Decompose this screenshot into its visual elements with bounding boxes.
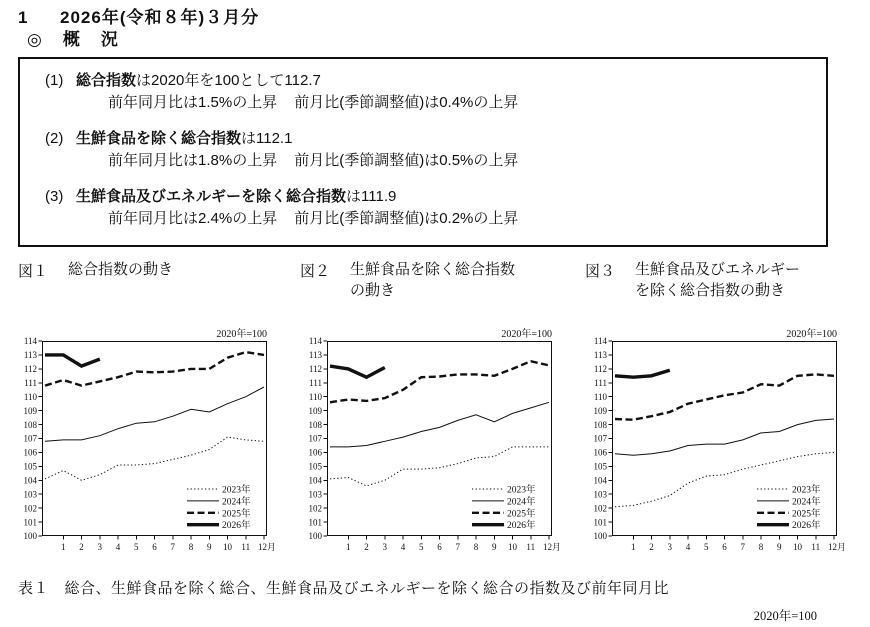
y-tick-label: 114 — [593, 336, 607, 347]
y-tick-label: 101 — [23, 517, 37, 528]
legend-label: 2025年 — [507, 509, 536, 520]
y-tick-label: 105 — [308, 461, 322, 472]
x-tick-label: 4 — [685, 542, 691, 552]
y-tick-label: 111 — [309, 377, 322, 388]
chart-figure2 — [295, 325, 580, 575]
page-title-number: 1 — [18, 8, 29, 27]
series-line-2025年 — [330, 361, 549, 402]
y-tick-label: 102 — [593, 503, 607, 514]
y-tick-label: 105 — [593, 461, 607, 472]
figure2-label: 図２ — [300, 264, 331, 280]
x-tick-label: 8 — [758, 542, 764, 552]
x-tick-label: 7 — [740, 542, 745, 552]
mom-text: 前月比(季節調整値)は0.4%の上昇 — [294, 94, 519, 111]
y-tick-label: 110 — [593, 391, 607, 402]
y-tick-label: 106 — [23, 447, 37, 458]
chart-scale-note: 2020年=100 — [216, 329, 267, 340]
legend-label: 2025年 — [222, 509, 251, 520]
y-tick-label: 100 — [23, 531, 37, 542]
x-tick-label: 5 — [419, 542, 424, 552]
yoy-text: 前年同月比は1.5%の上昇 — [108, 94, 278, 111]
legend-label: 2024年 — [792, 497, 821, 508]
x-tick-label: 5 — [704, 542, 709, 552]
mom-text: 前月比(季節調整値)は0.5%の上昇 — [294, 152, 519, 169]
series-line-2024年 — [330, 402, 549, 447]
chart-svg — [295, 325, 580, 575]
series-line-2026年 — [615, 370, 670, 377]
summary-item-3-detail — [108, 208, 826, 230]
legend-label: 2026年 — [507, 521, 536, 532]
x-tick-label: 9 — [492, 542, 497, 552]
y-tick-label: 111 — [24, 377, 37, 388]
index-name: 総合指数 — [76, 72, 137, 89]
mom-text: 前月比(季節調整値)は0.2%の上昇 — [294, 210, 519, 227]
chart-scale-note: 2020年=100 — [786, 329, 837, 340]
index-value-text: は2020年を100として112.7 — [136, 72, 321, 89]
table1-caption: 表１ 総合、生鮮食品を除く総合、生鮮食品及びエネルギーを除く総合の指数及び前年同月比 — [18, 581, 670, 597]
figure1-label: 図１ — [18, 264, 49, 280]
yoy-text: 前年同月比は1.8%の上昇 — [108, 152, 278, 169]
series-line-2024年 — [45, 387, 264, 441]
y-tick-label: 113 — [23, 350, 37, 361]
legend-label: 2026年 — [792, 521, 821, 532]
x-tick-label: 1 — [346, 542, 351, 552]
y-tick-label: 113 — [593, 350, 607, 361]
x-tick-label: 2 — [364, 542, 369, 552]
x-tick-label: 10 — [793, 542, 802, 552]
legend-label: 2025年 — [792, 509, 821, 520]
chart-figure3 — [580, 325, 865, 575]
y-tick-label: 106 — [308, 447, 322, 458]
y-tick-label: 101 — [308, 517, 322, 528]
x-tick-label: 2 — [649, 542, 654, 552]
y-tick-label: 102 — [308, 503, 322, 514]
y-tick-label: 107 — [23, 433, 37, 444]
x-tick-label: 3 — [382, 542, 387, 552]
y-tick-label: 112 — [23, 364, 37, 375]
index-value-text: は111.9 — [346, 188, 397, 205]
x-tick-label: 7 — [170, 542, 175, 552]
y-tick-label: 114 — [308, 336, 322, 347]
series-line-2023年 — [330, 447, 549, 486]
x-tick-label: 8 — [473, 542, 479, 552]
item-marker: (2) — [45, 130, 64, 147]
index-name: 生鮮食品及びエネルギーを除く総合指数 — [76, 188, 347, 205]
y-tick-label: 107 — [308, 433, 322, 444]
y-tick-label: 100 — [308, 531, 322, 542]
figure3-title-line1: 生鮮食品及びエネルギー — [635, 262, 801, 278]
x-tick-label: 4 — [115, 542, 121, 552]
x-tick-label: 4 — [400, 542, 406, 552]
x-tick-label: 2 — [79, 542, 84, 552]
y-tick-label: 107 — [593, 433, 607, 444]
x-tick-label: 10 — [223, 542, 232, 552]
page-title-text: 2026年(令和８年)３月分 — [60, 8, 260, 27]
x-tick-label: 12月 — [257, 542, 277, 552]
figure3-title-line2: を除く総合指数の動き — [635, 283, 786, 299]
section-heading: ◎ 概 況 — [27, 30, 120, 49]
y-tick-label: 101 — [593, 517, 607, 528]
series-line-2023年 — [45, 437, 264, 480]
y-tick-label: 113 — [308, 350, 322, 361]
summary-item-1-detail — [108, 92, 826, 114]
y-tick-label: 112 — [593, 364, 607, 375]
x-tick-label: 3 — [97, 542, 102, 552]
y-tick-label: 112 — [308, 364, 322, 375]
y-tick-label: 109 — [593, 405, 607, 416]
summary-item-2-detail — [108, 150, 826, 172]
x-tick-label: 7 — [455, 542, 460, 552]
legend-label: 2023年 — [507, 485, 536, 496]
legend-label: 2024年 — [222, 497, 251, 508]
summary-box — [18, 57, 828, 247]
y-tick-label: 110 — [308, 391, 322, 402]
chart-figure1 — [10, 325, 295, 575]
y-tick-label: 109 — [308, 405, 322, 416]
x-tick-label: 11 — [526, 542, 536, 552]
x-tick-label: 9 — [777, 542, 782, 552]
series-line-2026年 — [45, 355, 100, 366]
summary-item-1 — [45, 70, 826, 114]
scale-note: 2020年=100 — [753, 609, 817, 623]
y-tick-label: 106 — [593, 447, 607, 458]
y-tick-label: 108 — [308, 419, 322, 430]
series-line-2024年 — [615, 419, 834, 455]
legend-label: 2023年 — [222, 485, 251, 496]
x-tick-label: 8 — [188, 542, 194, 552]
y-tick-label: 109 — [23, 405, 37, 416]
x-tick-label: 6 — [437, 542, 442, 552]
y-tick-label: 102 — [23, 503, 37, 514]
y-tick-label: 111 — [594, 377, 607, 388]
summary-item-2-headline — [45, 128, 826, 150]
y-tick-label: 108 — [23, 419, 37, 430]
y-tick-label: 103 — [23, 489, 37, 500]
figure3-caption — [585, 260, 800, 302]
figure2-caption — [300, 260, 515, 302]
y-tick-label: 108 — [593, 419, 607, 430]
y-tick-label: 105 — [23, 461, 37, 472]
x-tick-label: 3 — [667, 542, 672, 552]
summary-item-1-headline — [45, 70, 826, 92]
x-tick-label: 6 — [722, 542, 727, 552]
summary-item-2 — [45, 128, 826, 172]
series-line-2025年 — [45, 352, 264, 386]
y-tick-label: 100 — [593, 531, 607, 542]
figure2-title-line2: の動き — [350, 283, 396, 299]
series-line-2026年 — [330, 366, 385, 377]
legend-label: 2024年 — [507, 497, 536, 508]
y-tick-label: 110 — [23, 391, 37, 402]
index-name: 生鮮食品を除く総合指数 — [76, 130, 242, 147]
x-tick-label: 12月 — [542, 542, 562, 552]
figure3-label: 図３ — [585, 264, 616, 280]
x-tick-label: 11 — [241, 542, 251, 552]
x-tick-label: 10 — [508, 542, 517, 552]
legend-label: 2026年 — [222, 521, 251, 532]
yoy-text: 前年同月比は2.4%の上昇 — [108, 210, 278, 227]
y-tick-label: 114 — [23, 336, 37, 347]
index-value-text: は112.1 — [241, 130, 293, 147]
legend-label: 2023年 — [792, 485, 821, 496]
figure2-title-line1: 生鮮食品を除く総合指数 — [350, 262, 516, 278]
chart-svg — [580, 325, 865, 575]
figure1-title-line1: 総合指数の動き — [68, 262, 174, 278]
x-tick-label: 12月 — [827, 542, 847, 552]
item-marker: (3) — [45, 188, 64, 205]
chart-svg — [10, 325, 295, 575]
y-tick-label: 104 — [593, 475, 607, 486]
item-marker: (1) — [45, 72, 64, 89]
y-tick-label: 103 — [308, 489, 322, 500]
x-tick-label: 9 — [207, 542, 212, 552]
series-line-2025年 — [615, 374, 834, 419]
x-tick-label: 11 — [811, 542, 821, 552]
y-tick-label: 104 — [308, 475, 322, 486]
x-tick-label: 5 — [134, 542, 139, 552]
x-tick-label: 1 — [631, 542, 636, 552]
figure1-caption — [18, 260, 173, 281]
summary-item-3-headline — [45, 186, 826, 208]
chart-scale-note: 2020年=100 — [501, 329, 552, 340]
x-tick-label: 6 — [152, 542, 157, 552]
y-tick-label: 103 — [593, 489, 607, 500]
x-tick-label: 1 — [61, 542, 66, 552]
y-tick-label: 104 — [23, 475, 37, 486]
summary-item-3 — [45, 186, 826, 230]
